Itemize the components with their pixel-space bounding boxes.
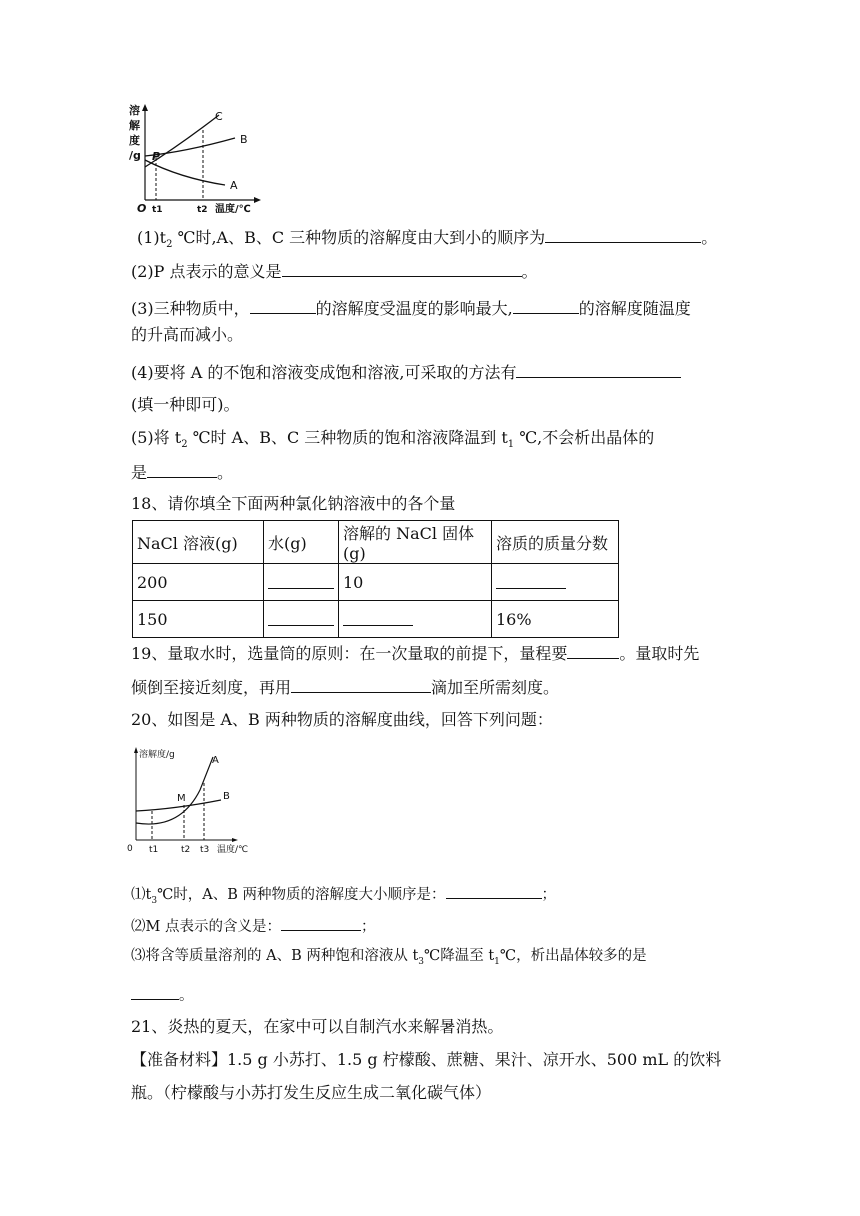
- q17-item-5-cont: 是 。: [131, 463, 234, 482]
- answer-blank[interactable]: [513, 297, 579, 314]
- fig2-tick-t2: t2: [181, 845, 191, 855]
- fig1-y-arrow: [142, 104, 148, 111]
- table-cell-blank[interactable]: [264, 601, 339, 638]
- fig2-xlabel: 温度/℃: [217, 845, 249, 855]
- fig2-y-arrow: [134, 747, 138, 753]
- fig1-curve-C-label: C: [215, 110, 223, 123]
- q21-line-1: 【准备材料】1.5 g 小苏打、1.5 g 柠檬酸、蔗糖、果汁、凉开水、500 mL 的饮料: [131, 1050, 722, 1069]
- table-header: NaCl 溶液(g): [133, 521, 264, 564]
- table-header: 水(g): [264, 521, 339, 564]
- table-row: [133, 601, 619, 638]
- table-cell-blank[interactable]: [264, 564, 339, 601]
- q17-item-3-cont: 的升高而减小。: [131, 325, 244, 344]
- answer-blank[interactable]: [567, 642, 619, 659]
- answer-blank[interactable]: [131, 983, 179, 1000]
- solubility-figure-2: [125, 745, 255, 857]
- table-row: [133, 564, 619, 601]
- table-header: 溶解的 NaCl 固体(g): [339, 521, 492, 564]
- q17-item-3: (3)三种物质中， 的溶解度受温度的影响最大, 的溶解度随温度: [131, 299, 691, 318]
- answer-blank[interactable]: [545, 226, 701, 243]
- answer-blank[interactable]: [446, 882, 542, 899]
- answer-blank[interactable]: [281, 914, 361, 931]
- fig2-ylabel: 溶解度/g: [139, 750, 175, 760]
- q21-title: 21、炎热的夏天，在家中可以自制汽水来解暑消热。: [131, 1017, 504, 1036]
- table-cell-blank[interactable]: [339, 601, 492, 638]
- fig1-ylabel-4: /g: [129, 149, 141, 162]
- fig1-ylabel-3: 度: [129, 134, 140, 147]
- answer-blank[interactable]: [291, 676, 431, 693]
- table-header: 溶质的质量分数: [492, 521, 619, 564]
- fig1-curve-A: [145, 160, 225, 185]
- table-cell: 10: [339, 564, 492, 601]
- fig1-ylabel-2: 解: [129, 119, 140, 132]
- fig1-x-arrow: [254, 197, 261, 203]
- q20-item-2: ⑵M 点表示的含义是： ；: [131, 914, 375, 937]
- fig1-curve-B-label: B: [240, 133, 248, 146]
- q19-line-1: 19、量取水时，选量筒的原则：在一次量取的前提下，量程要 。量取时先: [131, 644, 700, 663]
- fig1-origin: O: [137, 202, 147, 215]
- q17-item-2: (2)P 点表示的意义是 。: [131, 262, 538, 281]
- fig2-tick-t3: t3: [200, 845, 210, 855]
- q20-title: 20、如图是 A、B 两种物质的溶解度曲线，回答下列问题：: [131, 710, 553, 729]
- answer-blank[interactable]: [516, 361, 681, 378]
- table-cell: 150: [133, 601, 264, 638]
- table-cell: 200: [133, 564, 264, 601]
- fig1-ylabel-1: 溶: [129, 104, 140, 117]
- table-cell: 16%: [492, 601, 619, 638]
- nacl-table: [132, 520, 619, 638]
- fig1-point-P: P: [152, 150, 161, 163]
- q17-item-5: (5)将 $t_2$ ℃时 A、B、C 三种物质的饱和溶液降温到 $t_1$ ℃,不会析出晶体的: [131, 428, 655, 451]
- fig2-x-arrow: [232, 838, 238, 842]
- table-header-row: [133, 521, 619, 564]
- fig2-tick-t1: t1: [149, 845, 159, 855]
- fig2-point-M: M: [177, 793, 186, 804]
- q20-item-1: $⑴t_3℃$时，A、B 两种物质的溶解度大小顺序是： ；: [131, 882, 556, 911]
- fig2-curve-A-label: A: [212, 755, 219, 766]
- fig1-tick-t2: t2: [197, 205, 208, 215]
- q17-item-4-cont: (填一种即可)。: [131, 395, 240, 414]
- q17-item-4: (4)要将 A 的不饱和溶液变成饱和溶液,可采取的方法有: [131, 361, 681, 383]
- table-cell-blank[interactable]: [492, 564, 619, 601]
- answer-blank[interactable]: [250, 297, 316, 314]
- q20-item-3: ⑶将含等质量溶剂的 A、B 两种饱和溶液从 $t_3℃$降温至 $t_1℃$，析出晶体较多的是: [131, 948, 647, 967]
- solubility-figure-1: [125, 100, 265, 220]
- fig1-xlabel: 温度/℃: [215, 204, 251, 215]
- fig1-tick-t1: t1: [152, 205, 163, 215]
- fig2-origin: 0: [127, 844, 133, 854]
- q19-line-2: 倾倒至接近刻度，再用 滴加至所需刻度。: [131, 678, 560, 697]
- fig2-curve-B-label: B: [223, 791, 230, 802]
- q21-line-2: 瓶。（柠檬酸与小苏打发生反应生成二氧化碳气体）: [131, 1083, 492, 1102]
- q18-title: 18、请你填全下面两种氯化钠溶液中的各个量: [131, 494, 456, 513]
- answer-blank[interactable]: [282, 260, 522, 277]
- fig1-curve-A-label: A: [230, 179, 238, 192]
- q17-item-1: $(1)t_2$ ℃时,A、B、C 三种物质的溶解度由大到小的顺序为 。: [137, 228, 718, 251]
- answer-blank[interactable]: [147, 461, 217, 478]
- fig2-curve-A: [136, 757, 213, 824]
- q20-item-3-cont: 。: [131, 983, 194, 1006]
